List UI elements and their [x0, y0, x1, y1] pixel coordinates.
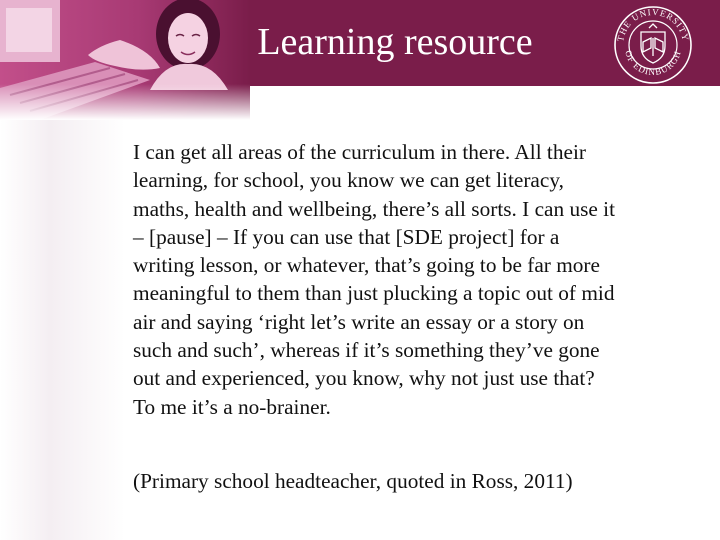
quote-line: such and such’, whereas if it’s something they’ve gone: [133, 338, 600, 363]
slide-title: Learning resource: [257, 21, 533, 63]
quote-line: writing lesson, or whatever, that’s going to be far more: [133, 253, 600, 278]
quote-line: learning, for school, you know we can get literacy,: [133, 168, 564, 193]
university-crest-logo: [612, 4, 694, 86]
crest-shield-icon: [641, 24, 665, 63]
quote-citation: (Primary school headteacher, quoted in Ross, 2011): [133, 469, 573, 493]
logo-text-top: THE UNIVERSITY: [615, 6, 691, 43]
logo-text-bottom: OF EDINBURGH: [623, 49, 683, 78]
quote-line: To me it’s a no-brainer.: [133, 394, 331, 419]
quote-line: – [pause] – If you can use that [SDE project] for a: [133, 224, 560, 249]
quote-line: maths, health and wellbeing, there’s all sorts. I can use it: [133, 196, 616, 221]
quote-line: I can get all areas of the curriculum in there. All their: [133, 140, 586, 164]
left-decorative-strip: [0, 86, 125, 540]
quote-line: air and saying ‘right let’s write an essay or a story on: [133, 309, 585, 334]
quote-line: out and experienced, you know, why not just use that?: [133, 366, 595, 391]
quote-line: meaningful to them than just plucking a topic out of mid: [133, 281, 615, 306]
quote-body: [133, 138, 693, 421]
